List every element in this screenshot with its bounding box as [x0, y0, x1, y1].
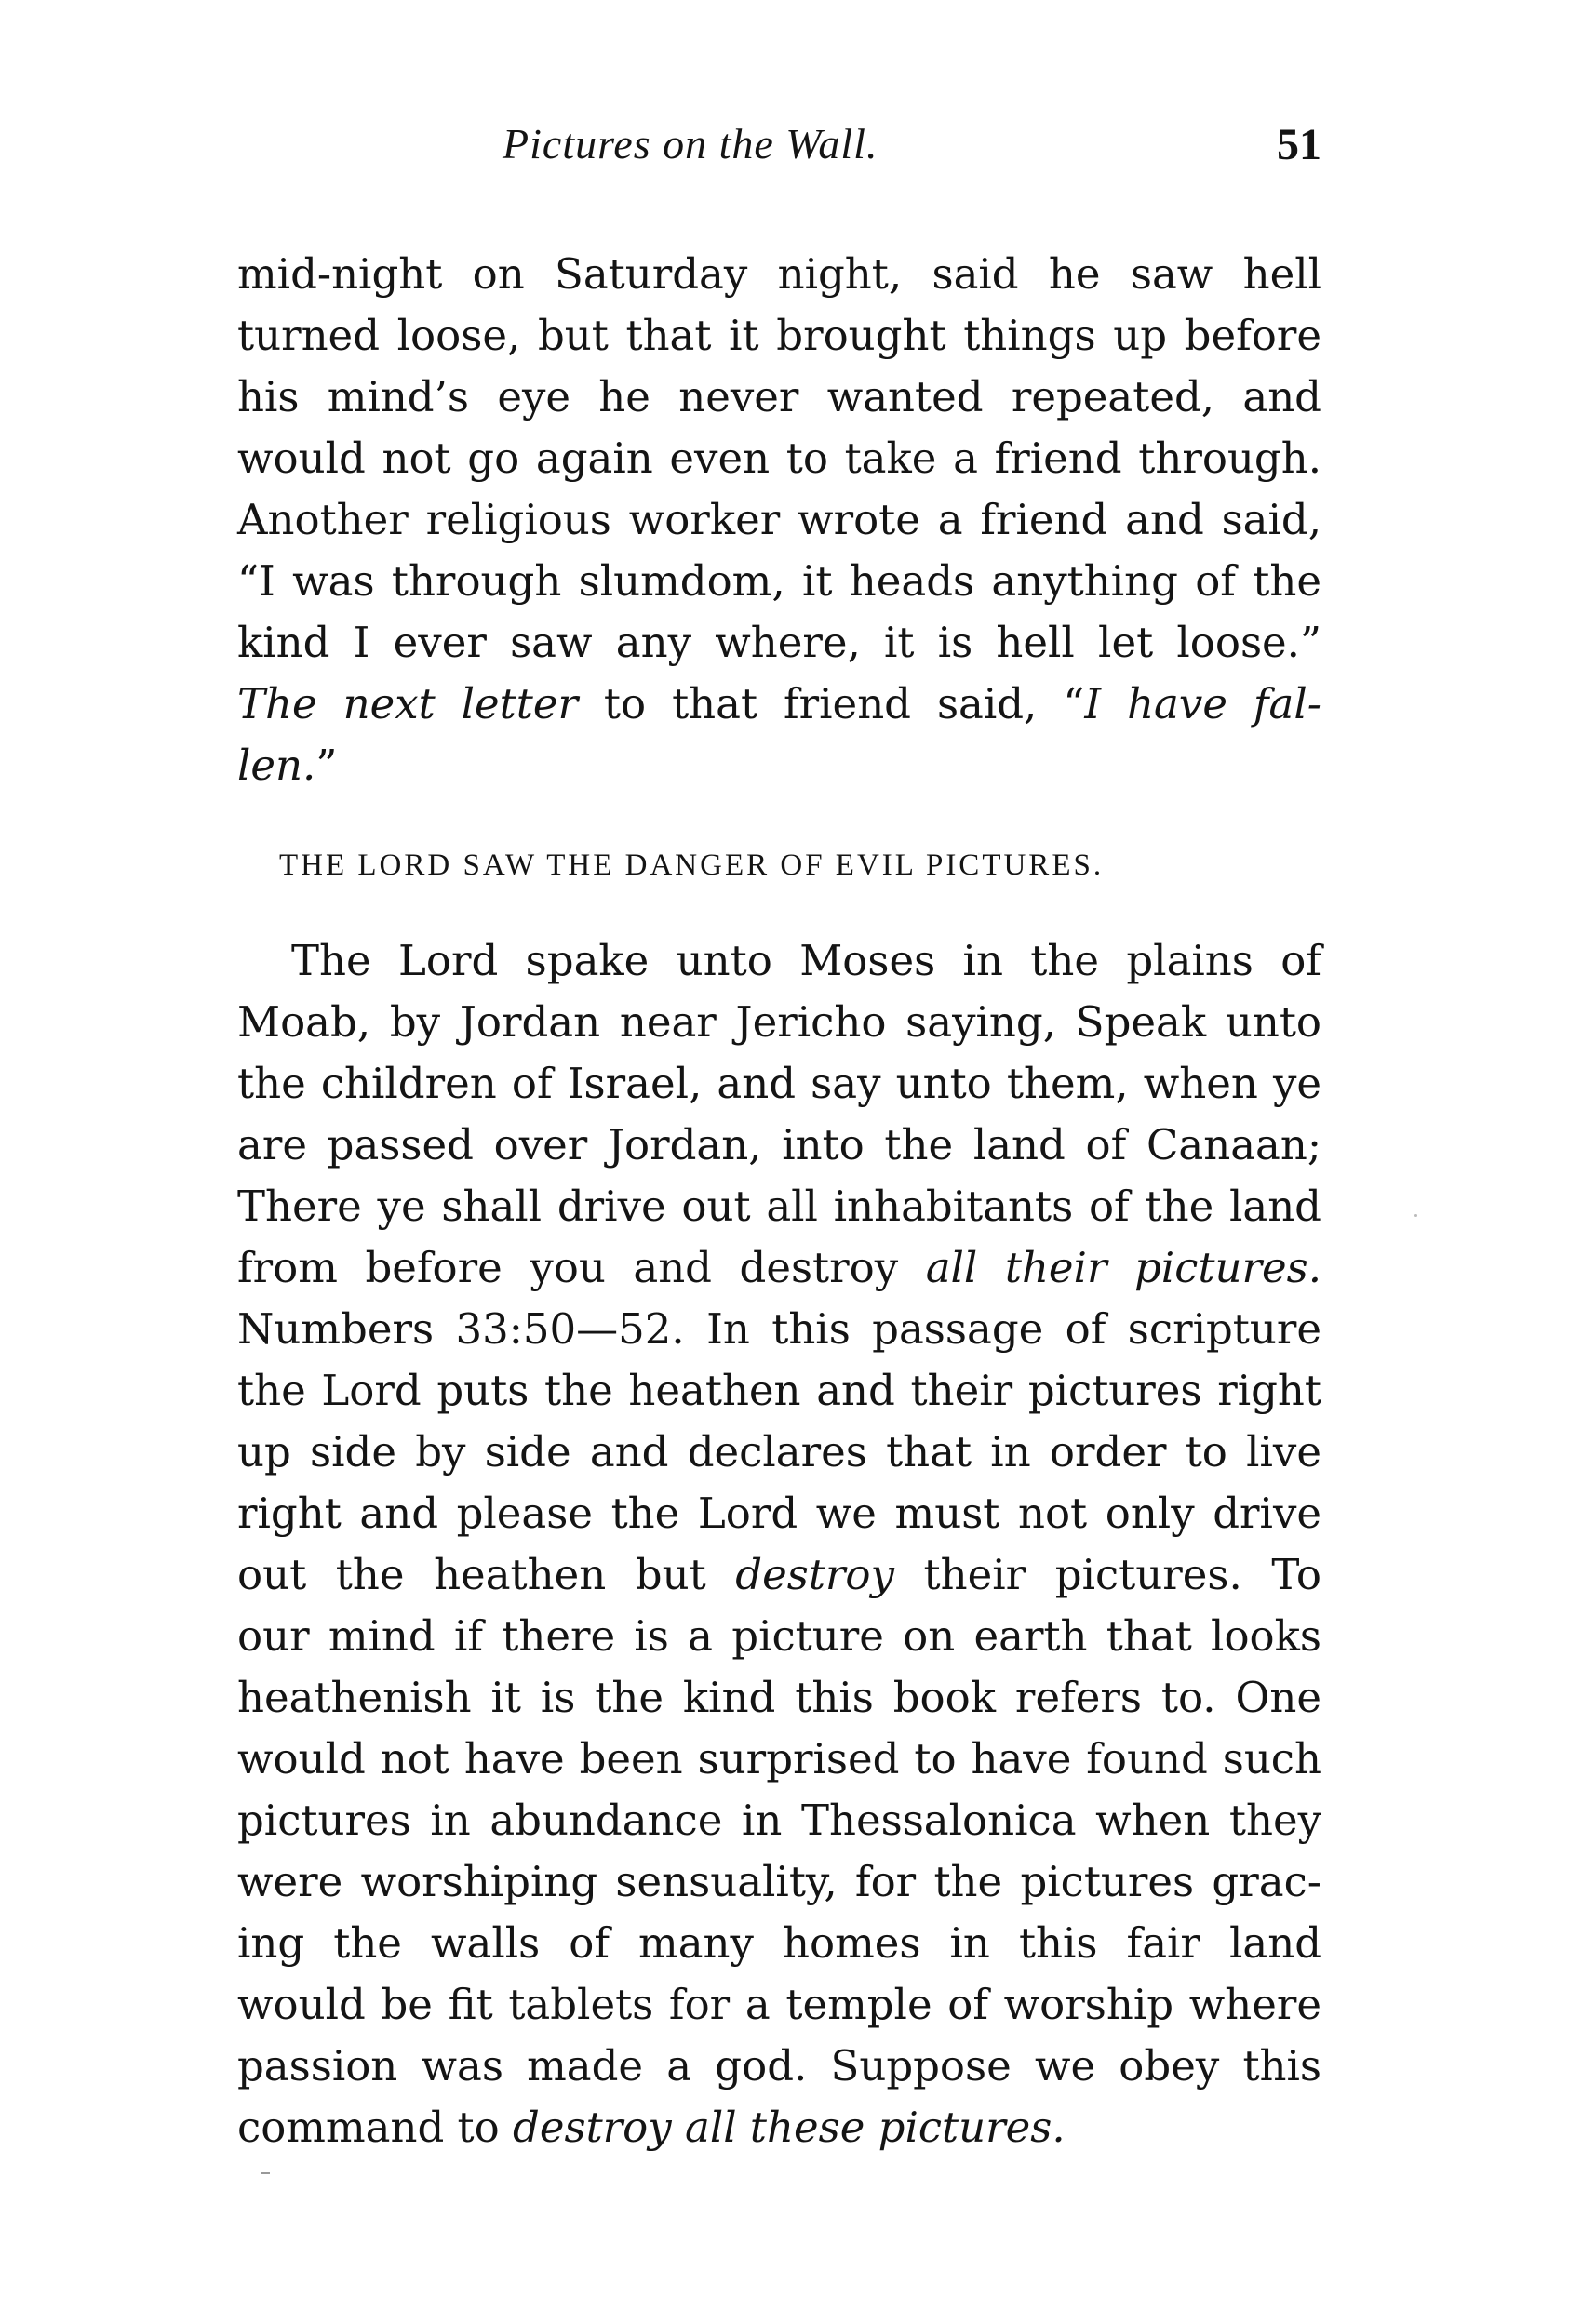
text-line: would be fit tablets for a temple of worship where	[237, 1980, 1321, 2029]
text-line: up side by side and declares that in order to live	[237, 1427, 1321, 1476]
text-line: len.”	[237, 741, 338, 790]
print-speck	[1414, 1214, 1417, 1217]
text-line: Another religious worker wrote a friend and said,	[237, 495, 1321, 544]
text-line: kind I ever saw any where, it is hell let loose.”	[237, 618, 1321, 667]
text-line: his mind’s eye he never wanted repeated, and	[237, 372, 1321, 421]
text-line: “I was through slumdom, it heads anything of the	[237, 556, 1321, 606]
section-heading: THE LORD SAW THE DANGER OF EVIL PICTURES.	[279, 848, 1105, 882]
text-line: command to destroy all these pictures.	[237, 2103, 1066, 2152]
text-line: would not have been surprised to have found such	[237, 1734, 1321, 1783]
italic-text: destroy	[735, 1550, 894, 1599]
italic-text: all their pictures.	[925, 1243, 1321, 1292]
text-line: turned loose, but that it brought things up before	[237, 311, 1321, 360]
text-line: Numbers 33:50—52. In this passage of scripture	[237, 1304, 1321, 1354]
text-line: There ye shall drive out all inhabitants of the land	[237, 1182, 1321, 1231]
italic-text: The next letter	[237, 679, 578, 728]
text-line: passion was made a god. Suppose we obey this	[237, 2041, 1321, 2090]
italic-text: len.	[237, 741, 316, 790]
paragraph-1	[237, 244, 1321, 796]
text-line: our mind if there is a picture on earth that looks	[237, 1611, 1321, 1661]
italic-text: I have fal-	[1084, 679, 1321, 728]
text-line: ing the walls of many homes in this fair land	[237, 1918, 1321, 1968]
text-line: heathenish it is the kind this book refers to. One	[237, 1673, 1321, 1722]
running-title: Pictures on the Wall.	[503, 120, 878, 167]
text-line: the children of Israel, and say unto them, when ye	[237, 1059, 1321, 1108]
text-line: out the heathen but destroy their pictures. To	[237, 1550, 1321, 1599]
text-line: The next letter to that friend said, “I have fal-	[237, 679, 1321, 728]
paragraph-2	[237, 930, 1321, 2158]
page-number: 51	[1277, 120, 1321, 169]
running-head	[237, 119, 1321, 175]
text-line: The Lord spake unto Moses in the plains of	[291, 936, 1321, 985]
text-line: the Lord puts the heathen and their pictures right	[237, 1366, 1321, 1415]
text-line: from before you and destroy all their pictures.	[237, 1243, 1321, 1292]
text-line: Moab, by Jordan near Jericho saying, Speak unto	[237, 997, 1321, 1047]
text-line: would not go again even to take a friend through.	[237, 434, 1321, 483]
text-line: are passed over Jordan, into the land of Canaan;	[237, 1120, 1321, 1169]
italic-text: destroy all these pictures.	[513, 2103, 1066, 2152]
text-line: mid-night on Saturday night, said he saw hell	[237, 249, 1321, 299]
print-mark	[261, 2172, 270, 2174]
text-line: were worshiping sensuality, for the pictures grac-	[237, 1857, 1321, 1906]
text-line: right and please the Lord we must not only drive	[237, 1489, 1321, 1538]
text-line: pictures in abundance in Thessalonica when they	[237, 1796, 1321, 1845]
